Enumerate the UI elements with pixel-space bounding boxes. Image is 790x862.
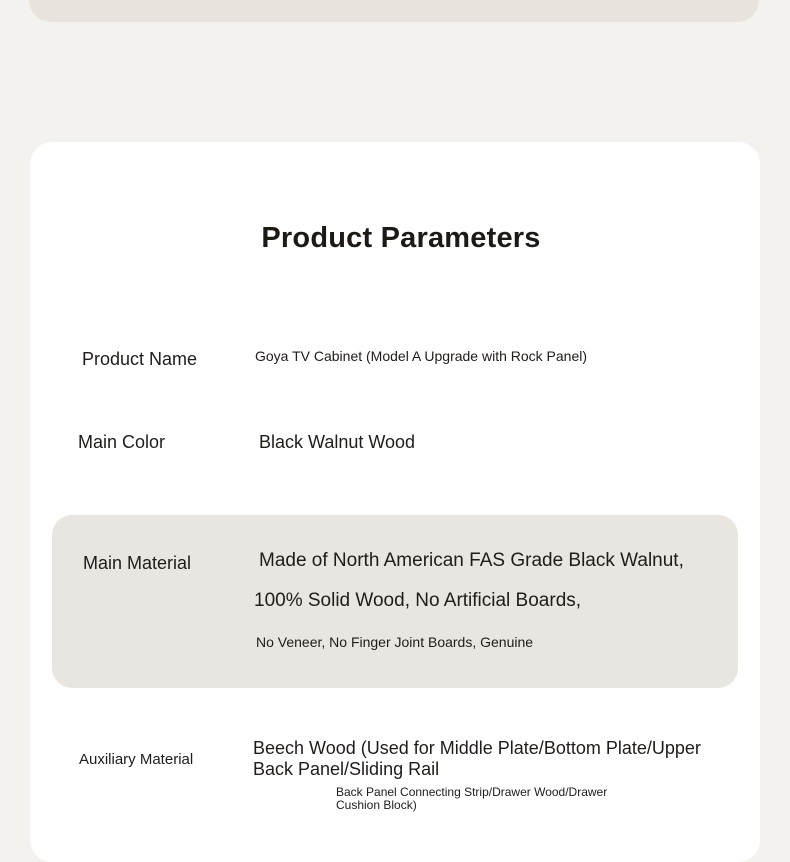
product-name-value: Goya TV Cabinet (Model A Upgrade with Rock Panel): [255, 348, 588, 364]
main-material-row: [52, 515, 738, 688]
main-material-value-line1: Made of North American FAS Grade Black Walnut,: [259, 550, 684, 571]
auxiliary-material-value-line4: Cushion Block): [336, 798, 417, 812]
main-color-value: Black Walnut Wood: [259, 432, 416, 452]
product-parameters-card: [30, 142, 760, 862]
previous-section-card: [29, 0, 759, 22]
auxiliary-material-value-line2: Back Panel/Sliding Rail: [253, 759, 440, 779]
main-material-label: Main Material: [83, 553, 192, 573]
main-material-value-line3: No Veneer, No Finger Joint Boards, Genuine: [256, 634, 534, 650]
auxiliary-material-value-line3: Back Panel Connecting Strip/Drawer Wood/Drawer: [336, 785, 608, 799]
main-color-label: Main Color: [78, 432, 166, 452]
auxiliary-material-label: Auxiliary Material: [79, 751, 194, 768]
section-title: Product Parameters: [261, 222, 541, 254]
product-name-label: Product Name: [82, 349, 198, 369]
main-material-value-line2: 100% Solid Wood, No Artificial Boards,: [254, 590, 582, 611]
auxiliary-material-value-line1: Beech Wood (Used for Middle Plate/Bottom Plate/Upper: [253, 738, 701, 758]
